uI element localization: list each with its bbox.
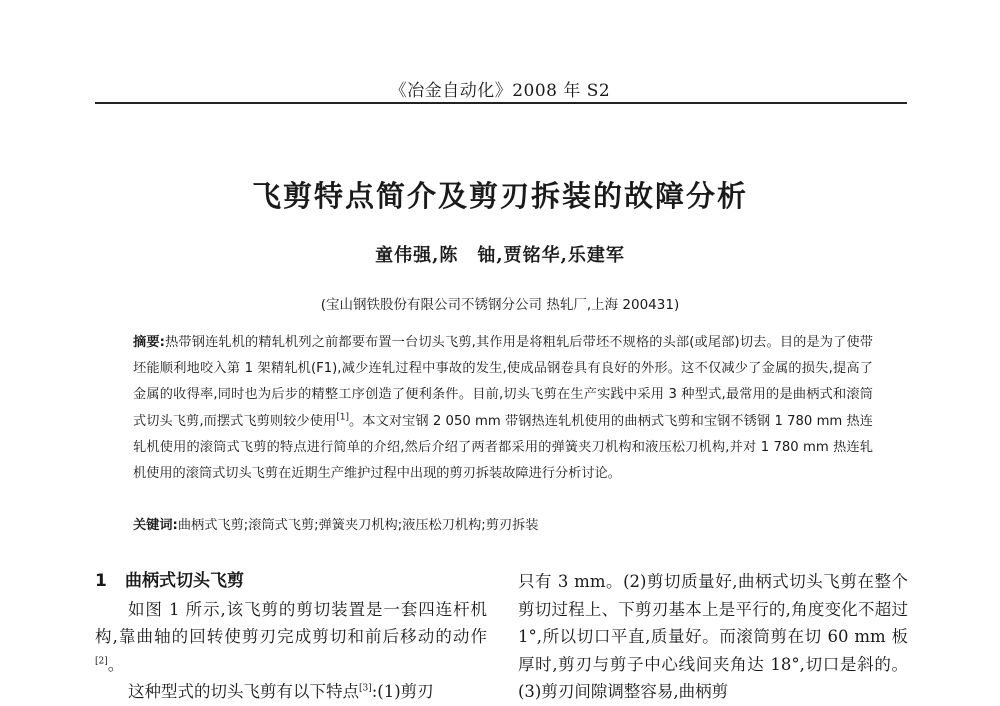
abstract-label: 摘要: — [133, 335, 165, 350]
citation-ref[interactable]: [1] — [336, 412, 349, 423]
body-paragraph: 只有 3 mm。(2)剪切质量好,曲柄式切头飞剪在整个剪切过程上、下剪刃基本上是平行的,角度变化不超过 1°,所以切口平直,质量好。而滚筒剪在切 60 mm 板厚时,剪刃与剪子中心线间夹角达 18°,切口是斜的。(3)剪刃间隙调整容易,曲柄剪 — [518, 572, 908, 701]
abstract-text-2: 。本文对宝钢 2 050 mm 带钢热连轧机使用的曲柄式飞剪和宝钢不锈钢 1 780 mm 热连轧机使用的滚筒式飞剪的特点进行简单的介绍,然后介绍了两者都采用的弹簧夹刀机构和液压松刀机构,并对 1 780 mm 热连轧机使用的滚筒式切头飞剪在近期生产维护过程中出现的剪刃拆装故障进行分析讨论。 — [133, 413, 873, 482]
author-list: 童伟强,陈 铀,贾铭华,乐建军 — [375, 245, 625, 266]
section-number: 1 — [95, 571, 107, 591]
affiliation: (宝山钢铁股份有限公司不锈钢分公司 热轧厂,上海 200431) — [320, 297, 680, 313]
paragraph-text: 。 — [107, 654, 125, 674]
body-column-right — [518, 568, 908, 706]
paragraph-text: 如图 1 所示,该飞剪的剪切装置是一套四连杆机构,靠曲轴的回转使剪刃完成剪切和前后移动的动作 — [95, 599, 487, 646]
body-column-left — [95, 568, 487, 706]
citation-ref[interactable]: [2] — [95, 656, 108, 666]
body-paragraph — [95, 678, 487, 706]
running-head: 《冶金自动化》2008 年 S2 — [389, 81, 611, 101]
keywords-label: 关键词: — [133, 518, 178, 533]
paper-title: 飞剪特点简介及剪刃拆装的故障分析 — [251, 179, 748, 213]
abstract-text-1: 热带钢连轧机的精轧机列之前都要布置一台切头飞剪,其作用是将粗轧后带坯不规格的头部(或尾部)切去。目的是为了使带坯能顺利地咬入第 1 架精轧机(F1),减少连轧过程中事故的发生,使成品钢卷具有良好的外形。这不仅减少了金属的损失,提高了金属的收得率,同时也为后步的精整工序创造了便利条件。目前,切头飞剪在生产实践中采用 3 种型式,最常用的是曲柄式和滚筒式切头飞剪,而摆式飞剪则较少使用 — [133, 335, 873, 429]
paragraph-text: 这种型式的切头飞剪有以下特点 — [128, 682, 359, 701]
section-title: 曲柄式切头飞剪 — [125, 571, 244, 591]
citation-ref[interactable]: [3] — [359, 683, 372, 694]
body-paragraph — [95, 596, 487, 679]
keywords-text: 曲柄式飞剪;滚筒式飞剪;弹簧夹刀机构;液压松刀机构;剪刃拆装 — [177, 518, 539, 533]
abstract — [133, 330, 873, 487]
paragraph-text: :(1)剪刃 — [371, 682, 434, 701]
section-heading — [95, 568, 487, 596]
header-rule — [95, 102, 907, 104]
keywords — [133, 515, 873, 537]
